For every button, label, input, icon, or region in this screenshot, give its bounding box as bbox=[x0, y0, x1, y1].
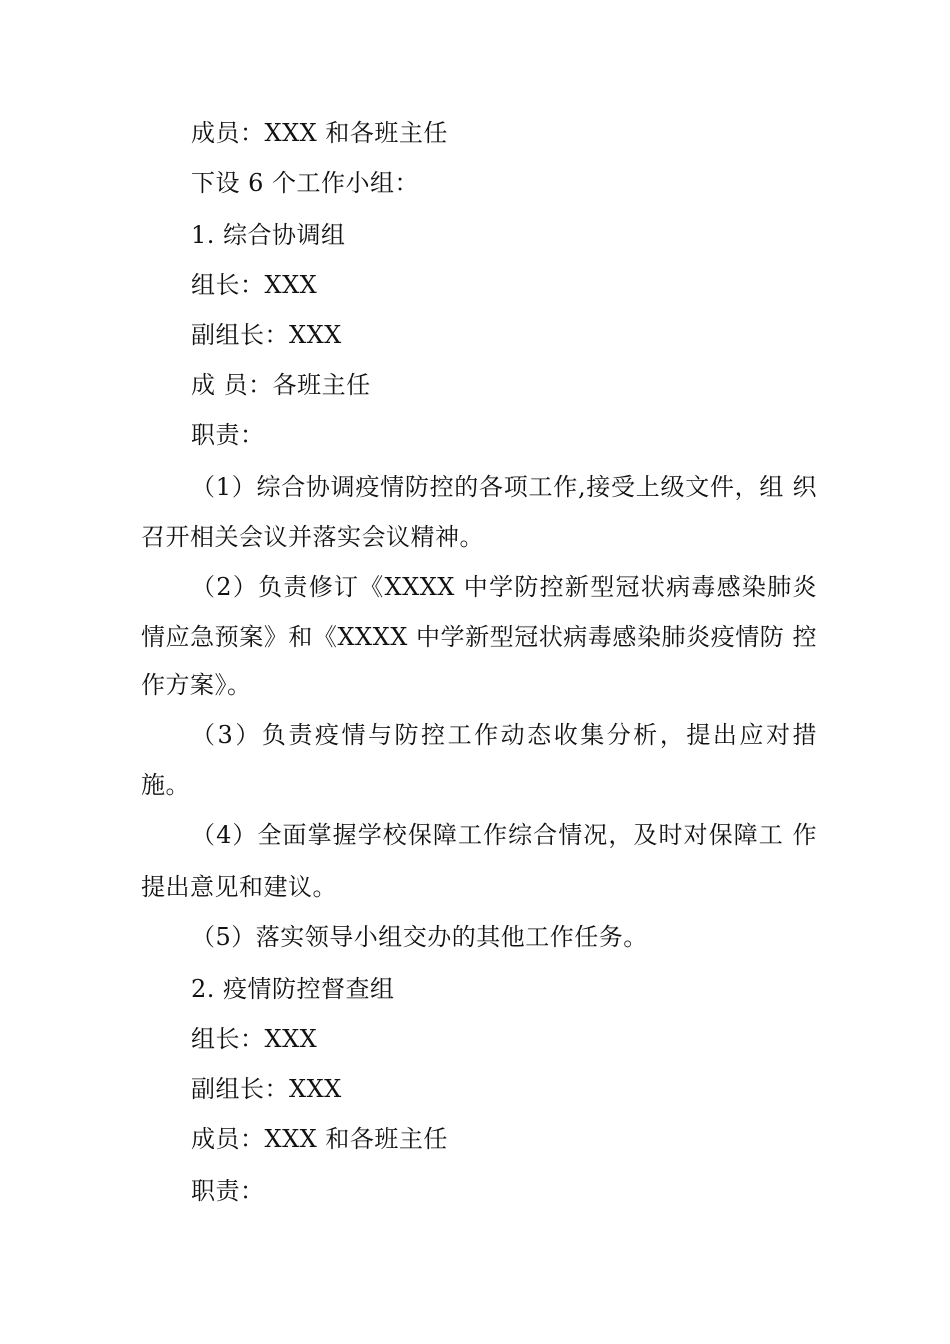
duty-item-2-end: 作方案》。 bbox=[141, 671, 252, 699]
duties-label: 职责： bbox=[191, 421, 265, 449]
duty-item-5: （5）落实领导小组交办的其他工作任务。 bbox=[191, 923, 648, 951]
duty-item-2-continued: 情应急预案》和《XXXX 中学新型冠状病毒感染肺炎疫情防 控 bbox=[141, 623, 817, 651]
duty-item-3: （3）负责疫情与防控工作动态收集分析，提出应对措 bbox=[191, 721, 817, 749]
group-leader-line: 组长：XXX bbox=[191, 271, 318, 299]
duty-item-2: （2）负责修订《XXXX 中学防控新型冠状病毒感染肺炎 bbox=[191, 573, 817, 601]
duty-item-4-continued: 提出意见和建议。 bbox=[141, 873, 337, 901]
duty-item-3-continued: 施。 bbox=[141, 771, 190, 799]
duties-label: 职责： bbox=[191, 1177, 265, 1205]
deputy-leader-line: 副组长：XXX bbox=[191, 1075, 342, 1103]
section-heading-coordination: 1. 综合协调组 bbox=[191, 221, 346, 249]
members-line: 成员：XXX 和各班主任 bbox=[191, 119, 448, 147]
deputy-leader-line: 副组长：XXX bbox=[191, 321, 342, 349]
duty-item-1-continued: 召开相关会议并落实会议精神。 bbox=[141, 523, 484, 551]
subgroups-intro: 下设 6 个工作小组： bbox=[191, 169, 420, 197]
group-leader-line: 组长：XXX bbox=[191, 1025, 318, 1053]
members-line: 成 员：各班主任 bbox=[191, 371, 371, 399]
members-line: 成员：XXX 和各班主任 bbox=[191, 1125, 448, 1153]
duty-item-4: （4）全面掌握学校保障工作综合情况，及时对保障工 作 bbox=[191, 821, 817, 849]
section-heading-inspection: 2. 疫情防控督查组 bbox=[191, 975, 395, 1003]
duty-item-1: （1）综合协调疫情防控的各项工作,接受上级文件，组 织 bbox=[191, 473, 817, 501]
